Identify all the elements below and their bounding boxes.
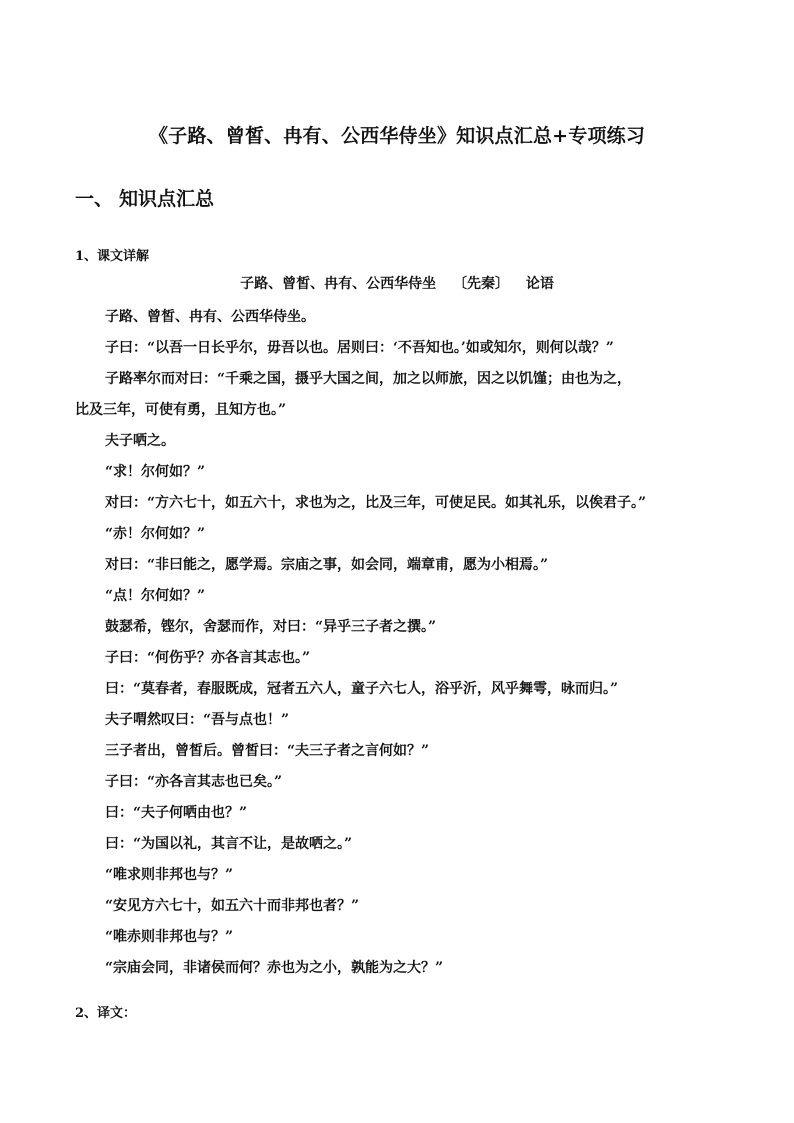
text-line: 子曰：“亦各言其志也已矣。” <box>105 774 283 790</box>
text-line: “求！尔何如？” <box>105 464 206 480</box>
poem-author: 论语 <box>525 276 554 292</box>
subheading-translation: 2、译文： <box>75 1006 137 1021</box>
text-line: 曰：“莫春者，春服既成，冠者五六人，童子六七人，浴乎沂，风乎舞雩，咏而归。” <box>105 681 619 697</box>
document-title: 《子路、曾皙、冉有、公西华侍坐》知识点汇总+专项练习 <box>148 125 646 147</box>
text-line: “赤！尔何如？” <box>105 526 206 542</box>
text-line: 曰：“夫子何哂由也？” <box>105 805 248 821</box>
text-line: “宗庙会同，非诸侯而何？赤也为之小，孰能为之大？” <box>105 960 444 976</box>
text-line: 曰：“为国以礼，其言不让，是故哂之。” <box>105 836 353 852</box>
text-line: 三子者出，曾皙后。曾皙曰：“夫三子者之言何如？” <box>105 743 430 759</box>
text-line: 子路率尔而对曰：“千乘之国，摄乎大国之间，加之以师旅，因之以饥馑；由也为之， <box>105 371 632 387</box>
text-line: 夫子喟然叹曰：“吾与点也！” <box>105 712 290 728</box>
section-heading-knowledge <box>75 184 214 211</box>
section-label: 知识点汇总 <box>119 188 215 210</box>
section-number: 一、 <box>75 188 114 210</box>
text-line: 比及三年，可使有勇，且知方也。” <box>75 402 287 418</box>
text-line: 对曰：“方六七十，如五六十，求也为之，比及三年，可使足民。如其礼乐，以俟君子。” <box>105 495 647 511</box>
text-line: “安见方六七十，如五六十而非邦也者？” <box>105 898 360 914</box>
text-line: “点！尔何如？” <box>105 588 206 604</box>
text-line: “唯求则非邦也与？” <box>105 867 234 883</box>
text-line: 鼓瑟希，铿尔，舍瑟而作，对曰：“异乎三子者之撰。” <box>105 619 437 635</box>
text-line: 子路、曾皙、冉有、公西华侍坐。 <box>105 309 315 325</box>
text-line: 子曰：“何伤乎？亦各言其志也。” <box>105 650 311 666</box>
subheading-text-explanation: 1、课文详解 <box>75 249 150 264</box>
text-line: 对曰：“非曰能之，愿学焉。宗庙之事，如会同，端章甫，愿为小相焉。” <box>105 557 549 573</box>
text-line: “唯赤则非邦也与？” <box>105 929 234 945</box>
poem-title: 子路、曾皙、冉有、公西华侍坐 <box>240 276 437 292</box>
text-line: 子曰：“以吾一日长乎尔，毋吾以也。居则曰：‘不吾知也。’如或知尔，则何以哉？” <box>105 340 614 356</box>
poem-heading <box>0 273 794 293</box>
poem-era: 〔先秦〕 <box>453 276 509 292</box>
text-line: 夫子哂之。 <box>105 433 175 449</box>
